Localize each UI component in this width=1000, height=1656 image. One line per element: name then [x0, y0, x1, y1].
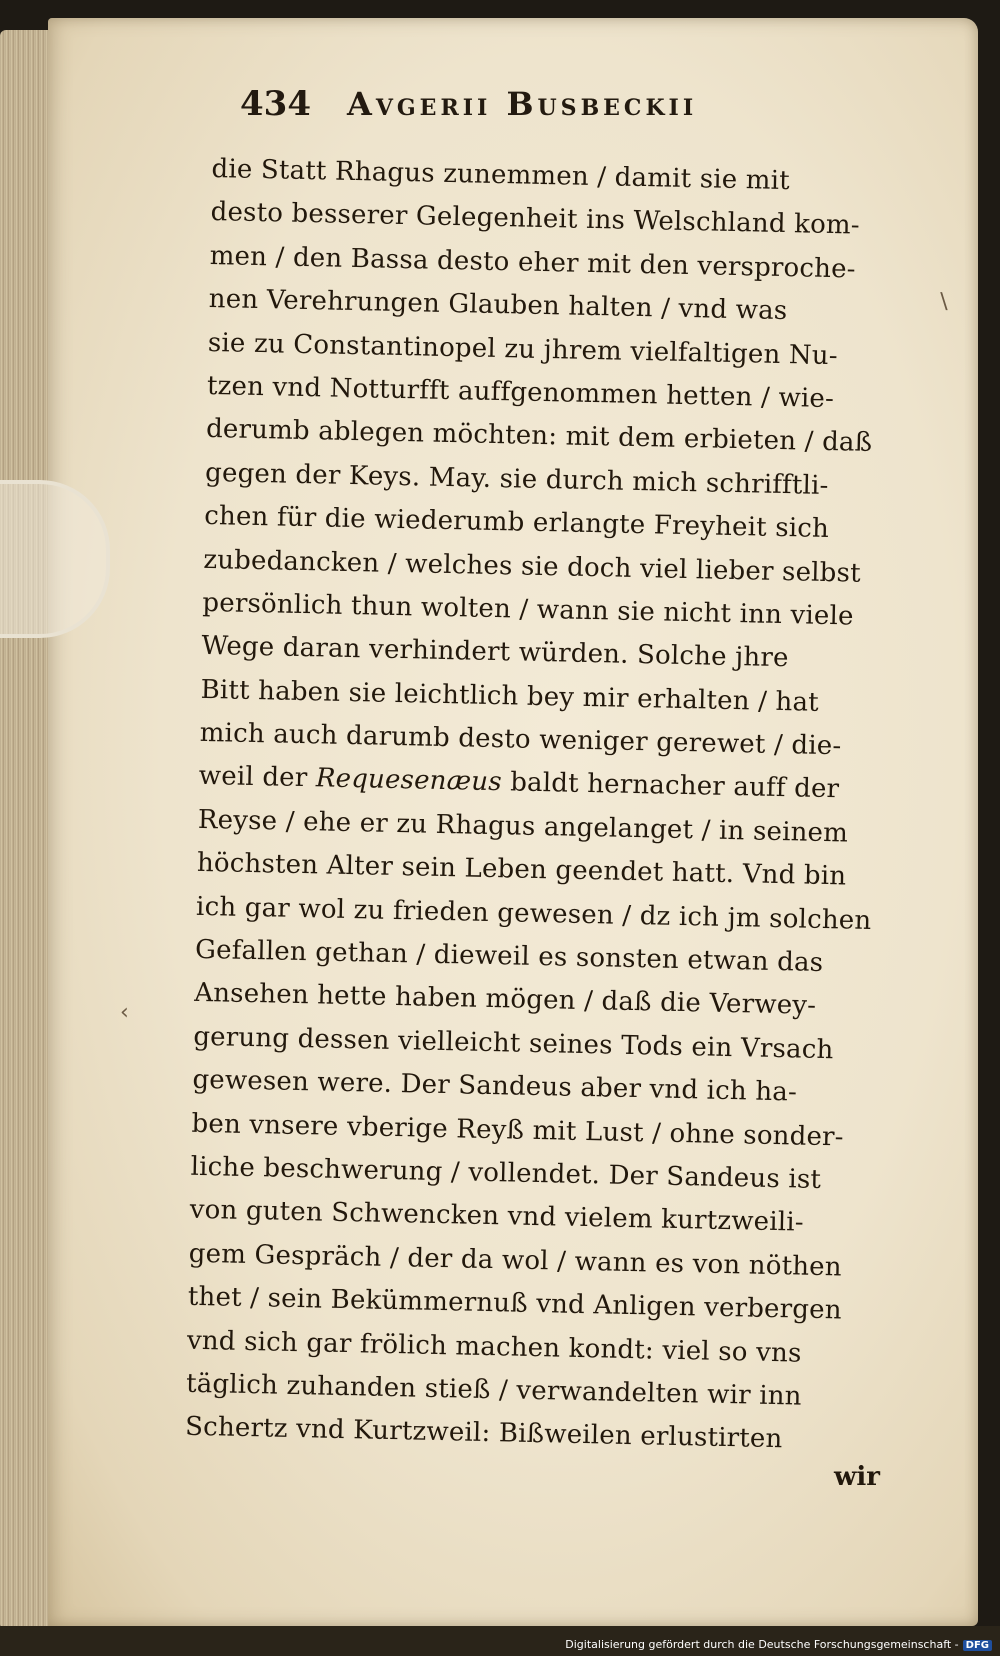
marginal-mark: ∖	[936, 290, 951, 315]
italic-name: Requesenæus	[315, 763, 503, 798]
text-line: die Statt Rhagus zunemmen / damit sie mit	[211, 153, 791, 197]
text-line: sie zu Constantinopel zu jhrem vielfaltigen Nu-	[207, 327, 839, 371]
text-line: gerung dessen vielleicht seines Tods ein Vrsach	[193, 1021, 834, 1066]
text-line: persönlich thun wolten / wann sie nicht inn viele	[202, 587, 854, 632]
text-line: von guten Schwencken vnd vielem kurtzweili-	[189, 1195, 805, 1239]
text-line: liche beschwerung / vollendet. Der Sandeus ist	[190, 1151, 822, 1195]
text-line: Schertz vnd Kurtzweil: Bißweilen erlustirten	[184, 1412, 783, 1455]
text-line: gegen der Keys. May. sie durch mich schrifftli-	[204, 457, 829, 501]
text-line: derumb ablegen möchten: mit dem erbieten / daß	[205, 414, 873, 459]
text-line: men / den Bassa desto eher mit den versproche-	[209, 240, 857, 285]
dfg-logo: DFG	[963, 1640, 992, 1651]
page-number: 434	[240, 84, 311, 124]
running-head: Avgerii Busbeckii	[346, 85, 698, 123]
text-line: tzen vnd Notturfft auffgenommen hetten / wie-	[206, 370, 835, 415]
text-line: chen für die wiederumb erlangte Freyheit sich	[203, 501, 830, 545]
text-segment: weil der	[198, 761, 317, 794]
text-line: desto besserer Gelegenheit ins Welschland kom-	[210, 197, 861, 241]
text-line: Ansehen hette haben mögen / daß die Verwey-	[193, 978, 817, 1022]
text-line: ben vnsere vberige Reyß mit Lust / ohne sonder-	[191, 1108, 845, 1153]
text-line: Reyse / ehe er zu Rhagus angelanget / in seinem	[197, 804, 849, 849]
catchword: wir	[834, 1462, 880, 1492]
text-line: gewesen were. Der Sandeus aber vnd ich ha-	[192, 1065, 798, 1108]
text-line: zubedancken / welches sie doch viel lieber selbst	[203, 544, 862, 589]
text-line: nen Verehrungen Glauben halten / vnd was	[208, 284, 788, 327]
text-line: vnd sich gar frölich machen kondt: viel so vns	[186, 1325, 802, 1369]
text-line: ich gar wol zu frieden gewesen / dz ich jm solchen	[195, 891, 872, 936]
digitization-credit	[565, 1638, 992, 1651]
text-line: Bitt haben sie leichtlich bey mir erhalten / hat	[200, 674, 820, 718]
credit-text: Digitalisierung gefördert durch die Deutsche Forschungsgemeinschaft -	[565, 1638, 959, 1651]
text-line: thet / sein Bekümmernuß vnd Anligen verbergen	[187, 1281, 842, 1326]
text-line: mich auch darumb desto weniger gerewet / die-	[199, 717, 842, 762]
body-text	[185, 148, 912, 1464]
text-line: höchsten Alter sein Leben geendet hatt. Vnd bin	[196, 848, 847, 892]
text-line: täglich zuhanden stieß / verwandelten wir inn	[185, 1368, 802, 1412]
page-header	[240, 84, 860, 124]
text-line: Wege daran verhindert würden. Solche jhre	[201, 631, 789, 674]
text-segment: baldt hernacher auff der	[501, 767, 840, 805]
marginal-mark: ‹	[120, 1000, 129, 1025]
text-line: Gefallen gethan / dieweil es sonsten etwan das	[194, 934, 824, 979]
text-line: gem Gespräch / der da wol / wann es von nöthen	[188, 1238, 843, 1283]
